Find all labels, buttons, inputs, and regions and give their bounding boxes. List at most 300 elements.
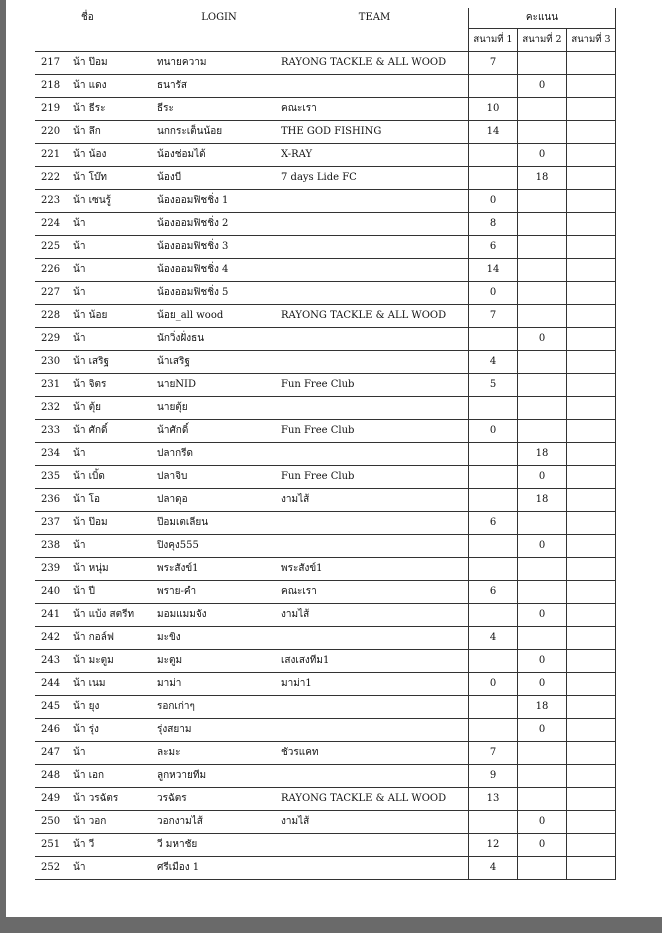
team-name: งามไส้	[281, 811, 469, 834]
team-name	[281, 190, 469, 213]
field-2-score: 18	[518, 167, 567, 190]
participant-name: น้า ลึก	[73, 121, 157, 144]
row-number: 220	[35, 121, 73, 144]
team-name	[281, 857, 469, 880]
field-2-score	[518, 213, 567, 236]
table-row	[35, 535, 616, 558]
field-3-score	[567, 558, 616, 581]
team-name	[281, 696, 469, 719]
login-name: นกกระเต็นน้อย	[157, 121, 281, 144]
team-name: งามไส้	[281, 489, 469, 512]
team-name: 7 days Lide FC	[281, 167, 469, 190]
field-1-score: 13	[469, 788, 518, 811]
participant-name: น้า หนุ่ม	[73, 558, 157, 581]
team-name	[281, 512, 469, 535]
table-row	[35, 328, 616, 351]
team-name: X-RAY	[281, 144, 469, 167]
row-number: 240	[35, 581, 73, 604]
field-3-score	[567, 374, 616, 397]
login-name: วอกงามไส้	[157, 811, 281, 834]
field-2-header: สนามที่ 2	[518, 29, 567, 52]
login-name: น้องบี	[157, 167, 281, 190]
row-number: 242	[35, 627, 73, 650]
team-name: Fun Free Club	[281, 420, 469, 443]
table-row	[35, 719, 616, 742]
table-row	[35, 351, 616, 374]
field-2-score	[518, 788, 567, 811]
participant-name: น้า วรฉัตร	[73, 788, 157, 811]
table-row	[35, 673, 616, 696]
login-name: ปิงคุง555	[157, 535, 281, 558]
field-3-score	[567, 788, 616, 811]
team-name: คณะเรา	[281, 581, 469, 604]
field-1-score	[469, 558, 518, 581]
table-row	[35, 420, 616, 443]
team-name	[281, 397, 469, 420]
field-2-score	[518, 420, 567, 443]
field-1-score	[469, 604, 518, 627]
table-row	[35, 489, 616, 512]
table-row	[35, 788, 616, 811]
team-name: คณะเรา	[281, 98, 469, 121]
field-3-score	[567, 719, 616, 742]
row-number: 236	[35, 489, 73, 512]
field-3-score	[567, 420, 616, 443]
team-name: RAYONG TACKLE & ALL WOOD	[281, 788, 469, 811]
field-3-score	[567, 512, 616, 535]
row-number: 227	[35, 282, 73, 305]
row-number: 234	[35, 443, 73, 466]
field-3-score	[567, 627, 616, 650]
field-3-score	[567, 443, 616, 466]
field-2-score: 0	[518, 535, 567, 558]
login-name: วี มหาชัย	[157, 834, 281, 857]
field-2-score	[518, 581, 567, 604]
field-2-score	[518, 282, 567, 305]
login-name: น้องออมฟิชชิ่ง 3	[157, 236, 281, 259]
field-1-score: 6	[469, 236, 518, 259]
row-number: 221	[35, 144, 73, 167]
login-name: พราย-คำ	[157, 581, 281, 604]
table-row	[35, 811, 616, 834]
table-row	[35, 121, 616, 144]
field-2-score	[518, 259, 567, 282]
field-2-score: 0	[518, 604, 567, 627]
field-1-score: 6	[469, 581, 518, 604]
participant-name: น้า เอก	[73, 765, 157, 788]
table-row	[35, 627, 616, 650]
field-2-score: 18	[518, 489, 567, 512]
participant-name: น้า เสริฐ	[73, 351, 157, 374]
field-1-score	[469, 650, 518, 673]
login-name: ป๊อมเตเลียน	[157, 512, 281, 535]
field-2-score	[518, 305, 567, 328]
participant-name: น้า น้อย	[73, 305, 157, 328]
field-1-score	[469, 144, 518, 167]
field-3-score	[567, 167, 616, 190]
row-number: 226	[35, 259, 73, 282]
field-2-score: 0	[518, 466, 567, 489]
team-name	[281, 834, 469, 857]
row-number: 237	[35, 512, 73, 535]
field-1-score	[469, 397, 518, 420]
login-name: พระสังข์1	[157, 558, 281, 581]
field-3-score	[567, 52, 616, 75]
field-1-score: 12	[469, 834, 518, 857]
table-row	[35, 144, 616, 167]
participant-name: น้า	[73, 742, 157, 765]
table-row	[35, 98, 616, 121]
login-name: ปลากรีด	[157, 443, 281, 466]
field-3-score	[567, 305, 616, 328]
field-1-score	[469, 443, 518, 466]
field-1-header: สนามที่ 1	[469, 29, 518, 52]
team-name	[281, 75, 469, 98]
field-1-score: 7	[469, 305, 518, 328]
participant-name: น้า น้อง	[73, 144, 157, 167]
team-name	[281, 627, 469, 650]
participant-name: น้า มะตูม	[73, 650, 157, 673]
field-1-score: 4	[469, 351, 518, 374]
participant-name: น้า	[73, 236, 157, 259]
table-row	[35, 167, 616, 190]
field-1-score: 14	[469, 259, 518, 282]
participant-name: น้า เบิ้ด	[73, 466, 157, 489]
row-number: 233	[35, 420, 73, 443]
table-row	[35, 834, 616, 857]
team-name	[281, 443, 469, 466]
table-row	[35, 696, 616, 719]
login-name: น้อย_all wood	[157, 305, 281, 328]
row-number: 231	[35, 374, 73, 397]
participant-name: น้า	[73, 213, 157, 236]
login-name: รอกเก่าๆ	[157, 696, 281, 719]
field-1-score: 8	[469, 213, 518, 236]
login-name: น้องออมฟิชชิ่ง 2	[157, 213, 281, 236]
login-name: น้องออมฟิชชิ่ง 4	[157, 259, 281, 282]
field-3-score	[567, 351, 616, 374]
field-1-score: 5	[469, 374, 518, 397]
team-name	[281, 719, 469, 742]
field-1-score	[469, 75, 518, 98]
field-2-score: 0	[518, 673, 567, 696]
login-name: นักวิ่งฝั่งธน	[157, 328, 281, 351]
table-row	[35, 443, 616, 466]
login-name: มอมแมมจัง	[157, 604, 281, 627]
field-2-score	[518, 397, 567, 420]
login-name: มาม่า	[157, 673, 281, 696]
team-name: RAYONG TACKLE & ALL WOOD	[281, 52, 469, 75]
row-number: 252	[35, 857, 73, 880]
field-1-score	[469, 328, 518, 351]
row-number: 225	[35, 236, 73, 259]
field-3-score	[567, 213, 616, 236]
participant-name: น้า วี	[73, 834, 157, 857]
table-row	[35, 282, 616, 305]
participant-name: น้า โอ	[73, 489, 157, 512]
row-number: 229	[35, 328, 73, 351]
field-3-score	[567, 466, 616, 489]
team-header: TEAM	[358, 12, 391, 24]
field-3-score	[567, 535, 616, 558]
participant-name: น้า เซนรู้	[73, 190, 157, 213]
field-1-score: 14	[469, 121, 518, 144]
field-2-score	[518, 190, 567, 213]
field-3-score	[567, 121, 616, 144]
field-1-score: 6	[469, 512, 518, 535]
field-2-score	[518, 351, 567, 374]
table-row	[35, 604, 616, 627]
login-name: รุ่งสยาม	[157, 719, 281, 742]
login-name: มะตูม	[157, 650, 281, 673]
participant-name: น้า	[73, 443, 157, 466]
field-3-score	[567, 489, 616, 512]
participant-name: น้า	[73, 857, 157, 880]
row-number: 230	[35, 351, 73, 374]
row-number: 244	[35, 673, 73, 696]
login-header: LOGIN	[201, 12, 237, 24]
table-row	[35, 857, 616, 880]
field-2-score	[518, 236, 567, 259]
participant-name: น้า ยุง	[73, 696, 157, 719]
field-1-score: 0	[469, 190, 518, 213]
team-name	[281, 282, 469, 305]
subheader-row	[35, 29, 616, 52]
participant-name: น้า โบ๊ท	[73, 167, 157, 190]
participant-name: น้า	[73, 328, 157, 351]
row-number: 235	[35, 466, 73, 489]
field-1-score	[469, 466, 518, 489]
field-1-score: 10	[469, 98, 518, 121]
login-name: นายNID	[157, 374, 281, 397]
login-name: ปลาดุอ	[157, 489, 281, 512]
participant-name: น้า	[73, 282, 157, 305]
field-2-score: 18	[518, 696, 567, 719]
field-2-score	[518, 765, 567, 788]
table-row	[35, 190, 616, 213]
field-3-score	[567, 765, 616, 788]
score-sheet-page	[6, 0, 662, 917]
login-name: ธีระ	[157, 98, 281, 121]
login-name: ปลาจิบ	[157, 466, 281, 489]
field-2-score: 0	[518, 719, 567, 742]
login-name: น้องช่อมได้	[157, 144, 281, 167]
field-3-score	[567, 811, 616, 834]
field-2-score	[518, 374, 567, 397]
field-2-score	[518, 742, 567, 765]
table-row	[35, 397, 616, 420]
field-3-score	[567, 696, 616, 719]
field-3-score	[567, 98, 616, 121]
table-row	[35, 650, 616, 673]
table-row	[35, 75, 616, 98]
field-3-score	[567, 328, 616, 351]
row-number: 219	[35, 98, 73, 121]
field-2-score: 0	[518, 811, 567, 834]
table-row	[35, 213, 616, 236]
login-name: น้าศักดิ์	[157, 420, 281, 443]
participant-name: น้า	[73, 259, 157, 282]
row-number: 251	[35, 834, 73, 857]
field-3-score	[567, 75, 616, 98]
field-2-score	[518, 121, 567, 144]
team-name: มาม่า1	[281, 673, 469, 696]
field-2-score	[518, 627, 567, 650]
participant-name: น้า	[73, 535, 157, 558]
row-number: 218	[35, 75, 73, 98]
field-2-score	[518, 857, 567, 880]
field-3-score	[567, 581, 616, 604]
row-number: 222	[35, 167, 73, 190]
login-name: ละมะ	[157, 742, 281, 765]
field-1-score: 0	[469, 673, 518, 696]
row-number: 217	[35, 52, 73, 75]
participant-name: น้า ตุ้ย	[73, 397, 157, 420]
participant-name: น้า วอก	[73, 811, 157, 834]
login-name: มะขิง	[157, 627, 281, 650]
participant-name: น้า กอล์ฟ	[73, 627, 157, 650]
field-1-score	[469, 535, 518, 558]
field-3-score	[567, 673, 616, 696]
row-number: 250	[35, 811, 73, 834]
header-row	[35, 8, 616, 29]
participant-name: น้า แดง	[73, 75, 157, 98]
team-name	[281, 259, 469, 282]
team-name: THE GOD FISHING	[281, 121, 469, 144]
team-name: RAYONG TACKLE & ALL WOOD	[281, 305, 469, 328]
participant-name: น้า ปี	[73, 581, 157, 604]
field-2-score	[518, 512, 567, 535]
field-1-score: 7	[469, 742, 518, 765]
row-number: 246	[35, 719, 73, 742]
table-row	[35, 259, 616, 282]
row-number: 243	[35, 650, 73, 673]
field-2-score	[518, 558, 567, 581]
participant-name: น้า ป๊อม	[73, 52, 157, 75]
field-3-score	[567, 190, 616, 213]
team-name: Fun Free Club	[281, 466, 469, 489]
row-number: 247	[35, 742, 73, 765]
team-name	[281, 236, 469, 259]
row-number: 238	[35, 535, 73, 558]
login-name: น้องออมฟิชชิ่ง 1	[157, 190, 281, 213]
field-2-score: 0	[518, 650, 567, 673]
field-3-score	[567, 834, 616, 857]
table-row	[35, 765, 616, 788]
team-name: ชัวรแคท	[281, 742, 469, 765]
table-row	[35, 558, 616, 581]
table-row	[35, 52, 616, 75]
row-number: 241	[35, 604, 73, 627]
login-name: น้าเสริฐ	[157, 351, 281, 374]
field-1-score: 4	[469, 857, 518, 880]
row-number: 239	[35, 558, 73, 581]
field-3-score	[567, 857, 616, 880]
participant-name: น้า ธีระ	[73, 98, 157, 121]
field-1-score: 9	[469, 765, 518, 788]
login-name: ลูกหวายทีม	[157, 765, 281, 788]
login-name: ธนารัส	[157, 75, 281, 98]
table-row	[35, 512, 616, 535]
score-table	[35, 8, 616, 880]
row-number: 245	[35, 696, 73, 719]
login-name: นายตุ้ย	[157, 397, 281, 420]
login-name: วรฉัตร	[157, 788, 281, 811]
team-name: Fun Free Club	[281, 374, 469, 397]
field-2-score: 0	[518, 834, 567, 857]
field-3-score	[567, 282, 616, 305]
table-row	[35, 466, 616, 489]
team-name: งามไส้	[281, 604, 469, 627]
login-name: ทนายความ	[157, 52, 281, 75]
participant-name: น้า ป๊อม	[73, 512, 157, 535]
row-number: 228	[35, 305, 73, 328]
participant-name: น้า จิตร	[73, 374, 157, 397]
field-3-score	[567, 236, 616, 259]
row-number: 223	[35, 190, 73, 213]
team-name: พระสังข์1	[281, 558, 469, 581]
field-1-score: 7	[469, 52, 518, 75]
table-body	[35, 52, 616, 880]
participant-name: น้า รุ่ง	[73, 719, 157, 742]
field-2-score	[518, 98, 567, 121]
team-name	[281, 351, 469, 374]
field-3-score	[567, 650, 616, 673]
field-1-score: 0	[469, 282, 518, 305]
field-3-score	[567, 397, 616, 420]
score-header: คะแนน	[469, 8, 616, 29]
team-name	[281, 535, 469, 558]
field-3-score	[567, 604, 616, 627]
team-name	[281, 213, 469, 236]
field-3-score	[567, 742, 616, 765]
field-2-score: 18	[518, 443, 567, 466]
participant-name: น้า ศักดิ์	[73, 420, 157, 443]
table-row	[35, 742, 616, 765]
field-1-score	[469, 489, 518, 512]
team-name	[281, 328, 469, 351]
name-header: ชื่อ	[81, 12, 94, 24]
table-row	[35, 374, 616, 397]
login-name: น้องออมฟิชชิ่ง 5	[157, 282, 281, 305]
participant-name: น้า เนม	[73, 673, 157, 696]
row-number: 232	[35, 397, 73, 420]
table-row	[35, 236, 616, 259]
field-2-score: 0	[518, 75, 567, 98]
field-2-score	[518, 52, 567, 75]
row-number: 249	[35, 788, 73, 811]
field-2-score: 0	[518, 328, 567, 351]
field-1-score	[469, 811, 518, 834]
field-1-score: 4	[469, 627, 518, 650]
row-number: 248	[35, 765, 73, 788]
participant-name: น้า แบ้ง สตรีท	[73, 604, 157, 627]
team-name: เสงเสงทีม1	[281, 650, 469, 673]
table-row	[35, 581, 616, 604]
field-3-score	[567, 144, 616, 167]
field-1-score: 0	[469, 420, 518, 443]
field-3-header: สนามที่ 3	[567, 29, 616, 52]
field-1-score	[469, 167, 518, 190]
field-3-score	[567, 259, 616, 282]
field-1-score	[469, 719, 518, 742]
table-row	[35, 305, 616, 328]
login-name: ศรีเมือง 1	[157, 857, 281, 880]
team-name	[281, 765, 469, 788]
field-1-score	[469, 696, 518, 719]
field-2-score: 0	[518, 144, 567, 167]
row-number: 224	[35, 213, 73, 236]
